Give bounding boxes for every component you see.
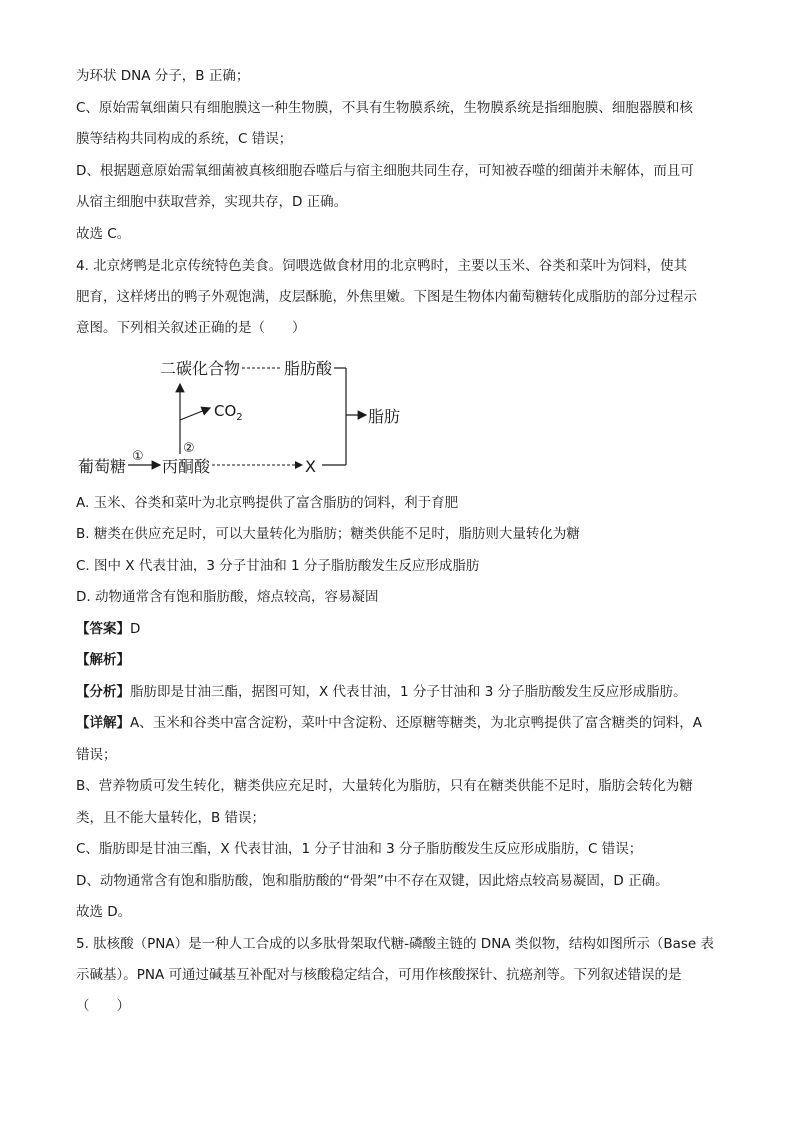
text-line: 膜等结构共同构成的系统，C 错误；: [76, 131, 293, 147]
two-carbon-label: 二碳化合物: [160, 359, 241, 378]
answer-label: 【答案】: [76, 621, 130, 637]
analysis-label: 【解析】: [76, 652, 130, 668]
text-line: 示碱基）。PNA 可通过碱基互补配对与核酸稳定结合，可用作核酸探针、抗癌剂等。下列叙述错误的是: [76, 967, 682, 983]
text-line: 类，且不能大量转化，B 错误；: [76, 810, 266, 826]
question-5-stem: 5. 肽核酸（PNA）是一种人工合成的以多肽骨架取代糖-磷酸主链的 DNA 类似物，结构如图所示（Base 表: [76, 936, 714, 952]
step-1-label: ①: [132, 449, 144, 464]
step-2-label: ②: [183, 441, 195, 456]
text-line: D、根据题意原始需氧细菌被真核细胞吞噬后与宿主细胞共同生存，可知被吞噬的细菌并未解体，而且可: [76, 163, 694, 179]
pyruvate-label: 丙酮酸: [162, 457, 211, 476]
text-line: C、原始需氧细菌只有细胞膜这一种生物膜，不具有生物膜系统，生物膜系统是指细胞膜、细胞器膜和核: [76, 100, 693, 116]
answer-value: D: [130, 621, 141, 637]
text-line: 错误；: [76, 747, 117, 763]
text-line: （ ）: [76, 998, 130, 1014]
glucose-label: 葡萄糖: [78, 457, 127, 476]
text-line: C、脂肪即是甘油三酯，X 代表甘油，1 分子甘油和 3 分子脂肪酸发生反应形成脂肪，C 错误；: [76, 841, 643, 857]
fat-label: 脂肪: [368, 407, 401, 426]
co2-label: $CO_2$: [214, 402, 243, 423]
question-4-stem: 4. 北京烤鸭是北京传统特色美食。饲喂选做食材用的北京鸭时，主要以玉米、谷类和菜叶为饲料，使其: [76, 258, 688, 274]
fenxi-line: [76, 682, 687, 702]
text-line: 故选 C。: [76, 226, 131, 242]
text-line: B、营养物质可发生转化，糖类供应充足时，大量转化为脂肪，只有在糖类供能不足时，脂肪会转化为糖: [76, 778, 693, 794]
xiangjie-label: 【详解】: [76, 715, 130, 731]
x-label: X: [305, 457, 316, 476]
fenxi-label: 【分析】: [76, 684, 130, 700]
xiangjie-text: A、玉米和谷类中富含淀粉，菜叶中含淀粉、还原糖等糖类，为北京鸭提供了富含糖类的饲料，A: [130, 715, 702, 731]
option-d: D. 动物通常含有饱和脂肪酸，熔点较高，容易凝固: [76, 589, 379, 605]
glucose-to-fat-diagram: [70, 352, 410, 480]
arrow-co2: [180, 408, 210, 420]
text-line: 肥育，这样烤出的鸭子外观饱满，皮层酥脆，外焦里嫩。下图是生物体内葡萄糖转化成脂肪的部分过程示: [76, 289, 697, 305]
fenxi-text: 脂肪即是甘油三酯，据图可知，X 代表甘油，1 分子甘油和 3 分子脂肪酸发生反应形成脂肪。: [130, 684, 687, 700]
text-line: D、动物通常含有饱和脂肪酸，饱和脂肪酸的“骨架”中不存在双键，因此熔点较高易凝固，D 正确。: [76, 873, 669, 889]
text-line: 故选 D。: [76, 904, 132, 920]
text-line: 意图。下列相关叙述正确的是（ ）: [76, 320, 306, 336]
fatty-acid-label: 脂肪酸: [284, 359, 333, 378]
option-c: C. 图中 X 代表甘油，3 分子甘油和 1 分子脂肪酸发生反应形成脂肪: [76, 558, 480, 574]
xiangjie-line: [76, 713, 702, 733]
text-line: 从宿主细胞中获取营养，实现共存，D 正确。: [76, 194, 348, 210]
option-a: A. 玉米、谷类和菜叶为北京鸭提供了富含脂肪的饲料，利于育肥: [76, 495, 459, 511]
text-line: 为环状 DNA 分子，B 正确；: [76, 68, 250, 84]
option-b: B. 糖类在供应充足时，可以大量转化为脂肪；糖类供能不足时，脂肪则大量转化为糖: [76, 526, 580, 542]
answer-line: [76, 619, 140, 639]
